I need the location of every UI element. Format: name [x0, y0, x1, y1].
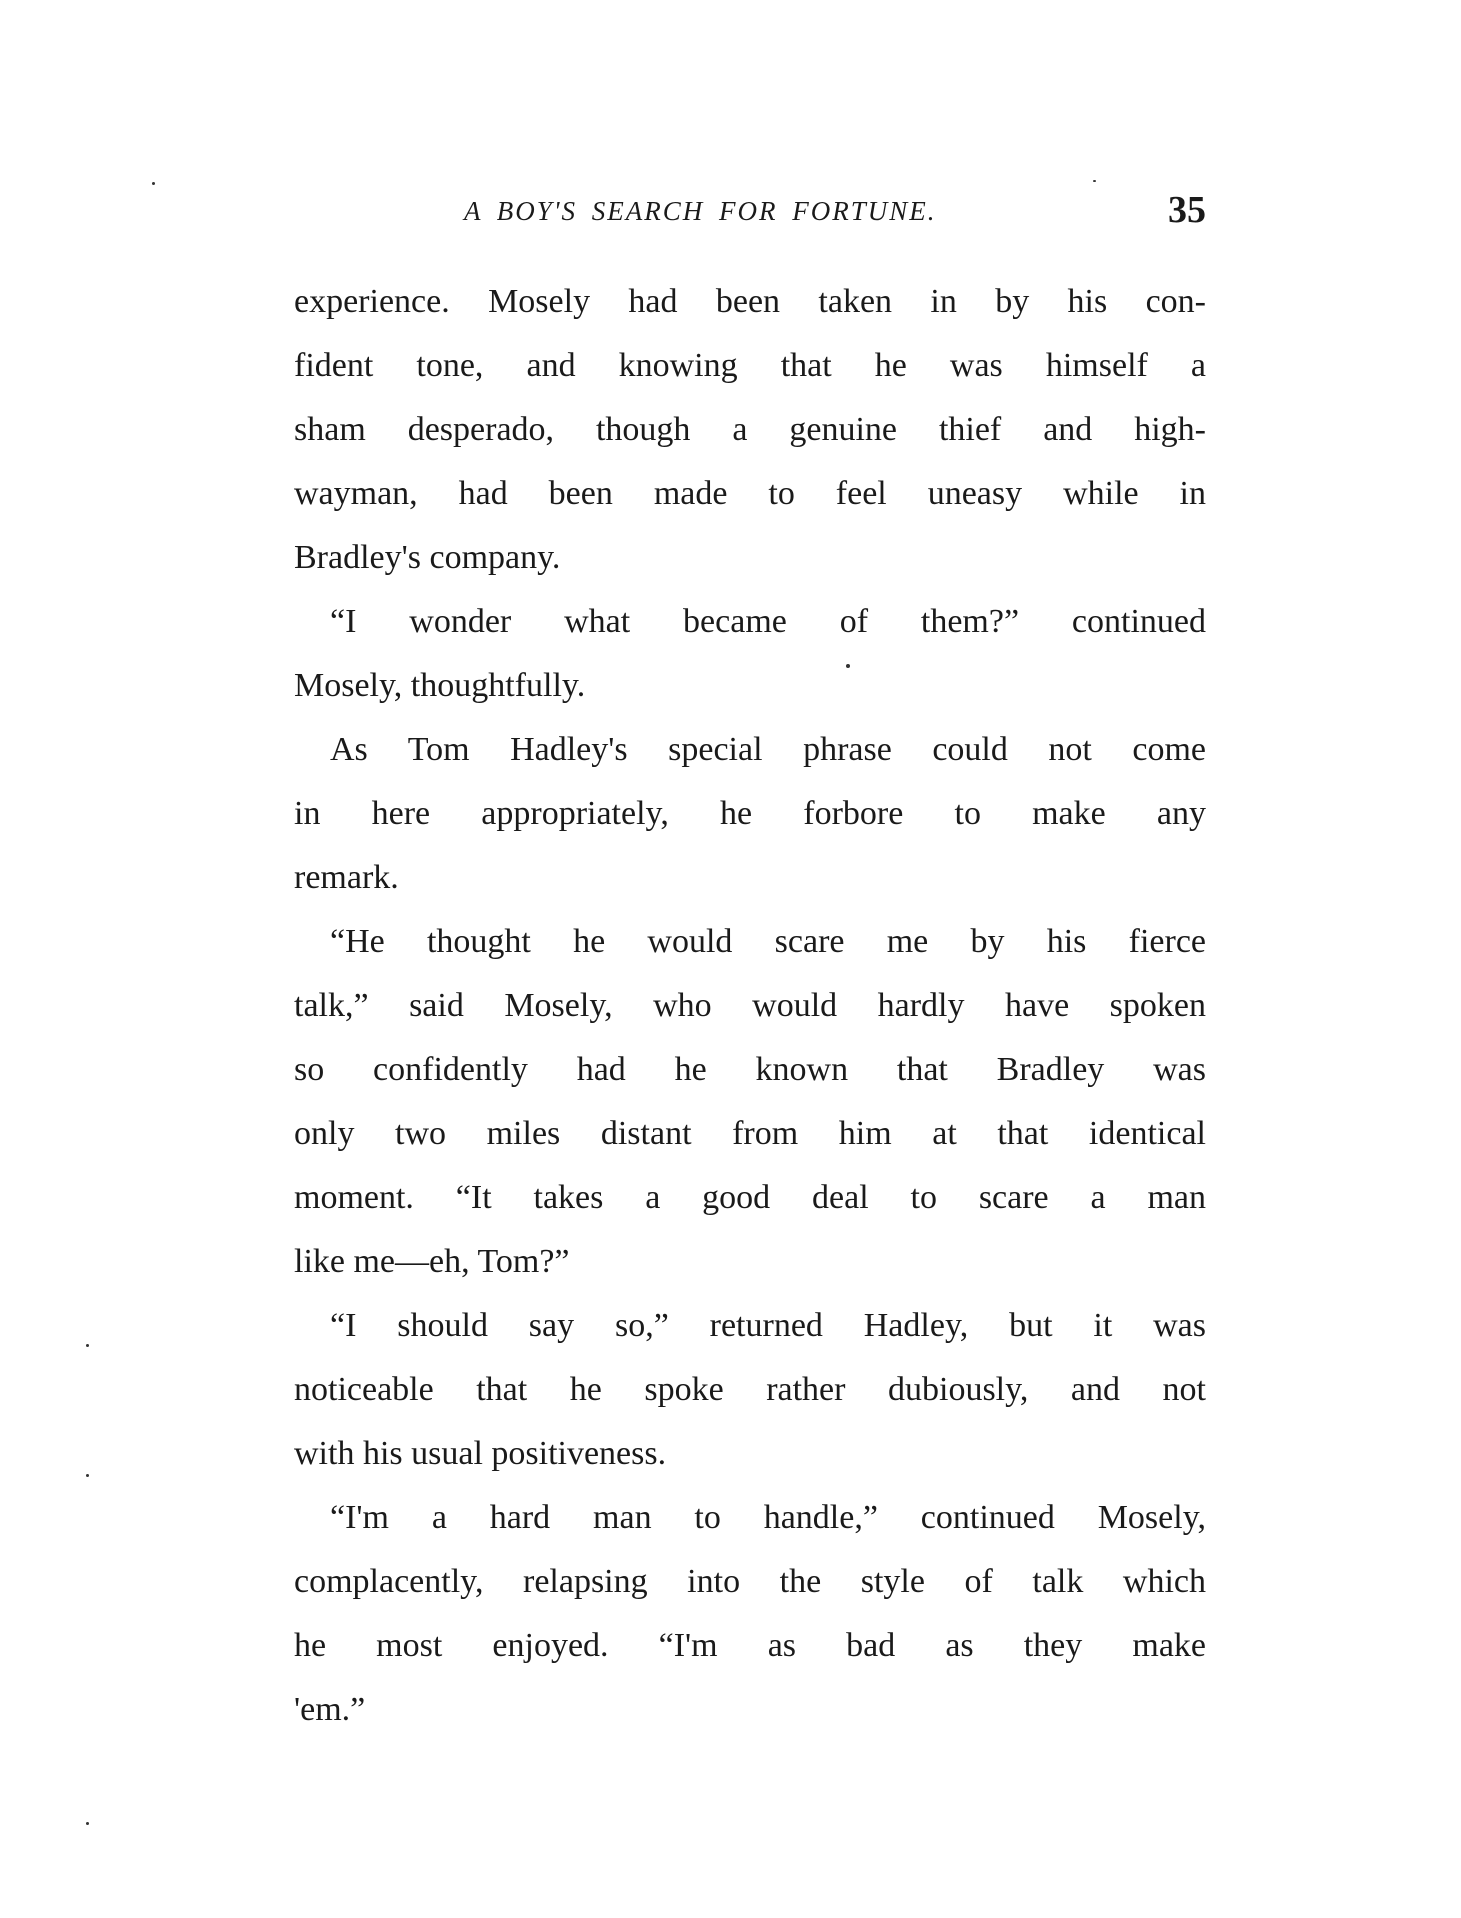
- text-line: remark.: [294, 859, 399, 896]
- text-line: like me—eh, Tom?”: [294, 1243, 570, 1280]
- paragraph: [294, 590, 1206, 718]
- scan-speck: [1093, 180, 1096, 182]
- text-line: Bradley's company.: [294, 539, 561, 576]
- text-line: in here appropriately, he forbore to make any: [294, 795, 1206, 832]
- text-line: “I'm a hard man to handle,” continued Mosely,: [330, 1499, 1206, 1536]
- paragraph: [294, 910, 1206, 1294]
- paragraph: [294, 1294, 1206, 1486]
- scan-speck: [152, 182, 155, 185]
- page-number: 35: [1168, 189, 1206, 231]
- text-line: moment. “It takes a good deal to scare a man: [294, 1179, 1206, 1216]
- text-line: fident tone, and knowing that he was himself a: [294, 347, 1206, 384]
- body-text: [294, 270, 1206, 1742]
- text-line: sham desperado, though a genuine thief and high-: [294, 411, 1206, 448]
- text-line: with his usual positiveness.: [294, 1435, 667, 1472]
- text-line: only two miles distant from him at that identical: [294, 1115, 1206, 1152]
- paragraph: [294, 718, 1206, 910]
- text-line: “I should say so,” returned Hadley, but it was: [330, 1307, 1206, 1344]
- paragraph: [294, 1486, 1206, 1742]
- scan-speck: [86, 1822, 89, 1825]
- running-head: [294, 188, 1206, 238]
- running-title: A BOY'S SEARCH FOR FORTUNE.: [464, 196, 937, 226]
- paragraph: [294, 270, 1206, 590]
- text-line: Mosely, thoughtfully.: [294, 667, 586, 704]
- text-line: talk,” said Mosely, who would hardly have spoken: [294, 987, 1206, 1024]
- text-line: wayman, had been made to feel uneasy while in: [294, 475, 1206, 512]
- text-line: As Tom Hadley's special phrase could not come: [330, 731, 1206, 768]
- text-line: so confidently had he known that Bradley was: [294, 1051, 1206, 1088]
- scan-speck: [86, 1474, 89, 1477]
- text-line: 'em.”: [294, 1691, 366, 1728]
- scan-speck: [86, 1344, 89, 1347]
- scan-speck: [846, 664, 850, 668]
- text-line: “He thought he would scare me by his fierce: [330, 923, 1206, 960]
- text-line: experience. Mosely had been taken in by his con-: [294, 283, 1206, 320]
- text-line: “I wonder what became of them?” continued: [330, 603, 1206, 640]
- text-line: he most enjoyed. “I'm as bad as they make: [294, 1627, 1206, 1664]
- text-line: complacently, relapsing into the style of talk which: [294, 1563, 1206, 1600]
- text-line: noticeable that he spoke rather dubiously, and not: [294, 1371, 1206, 1408]
